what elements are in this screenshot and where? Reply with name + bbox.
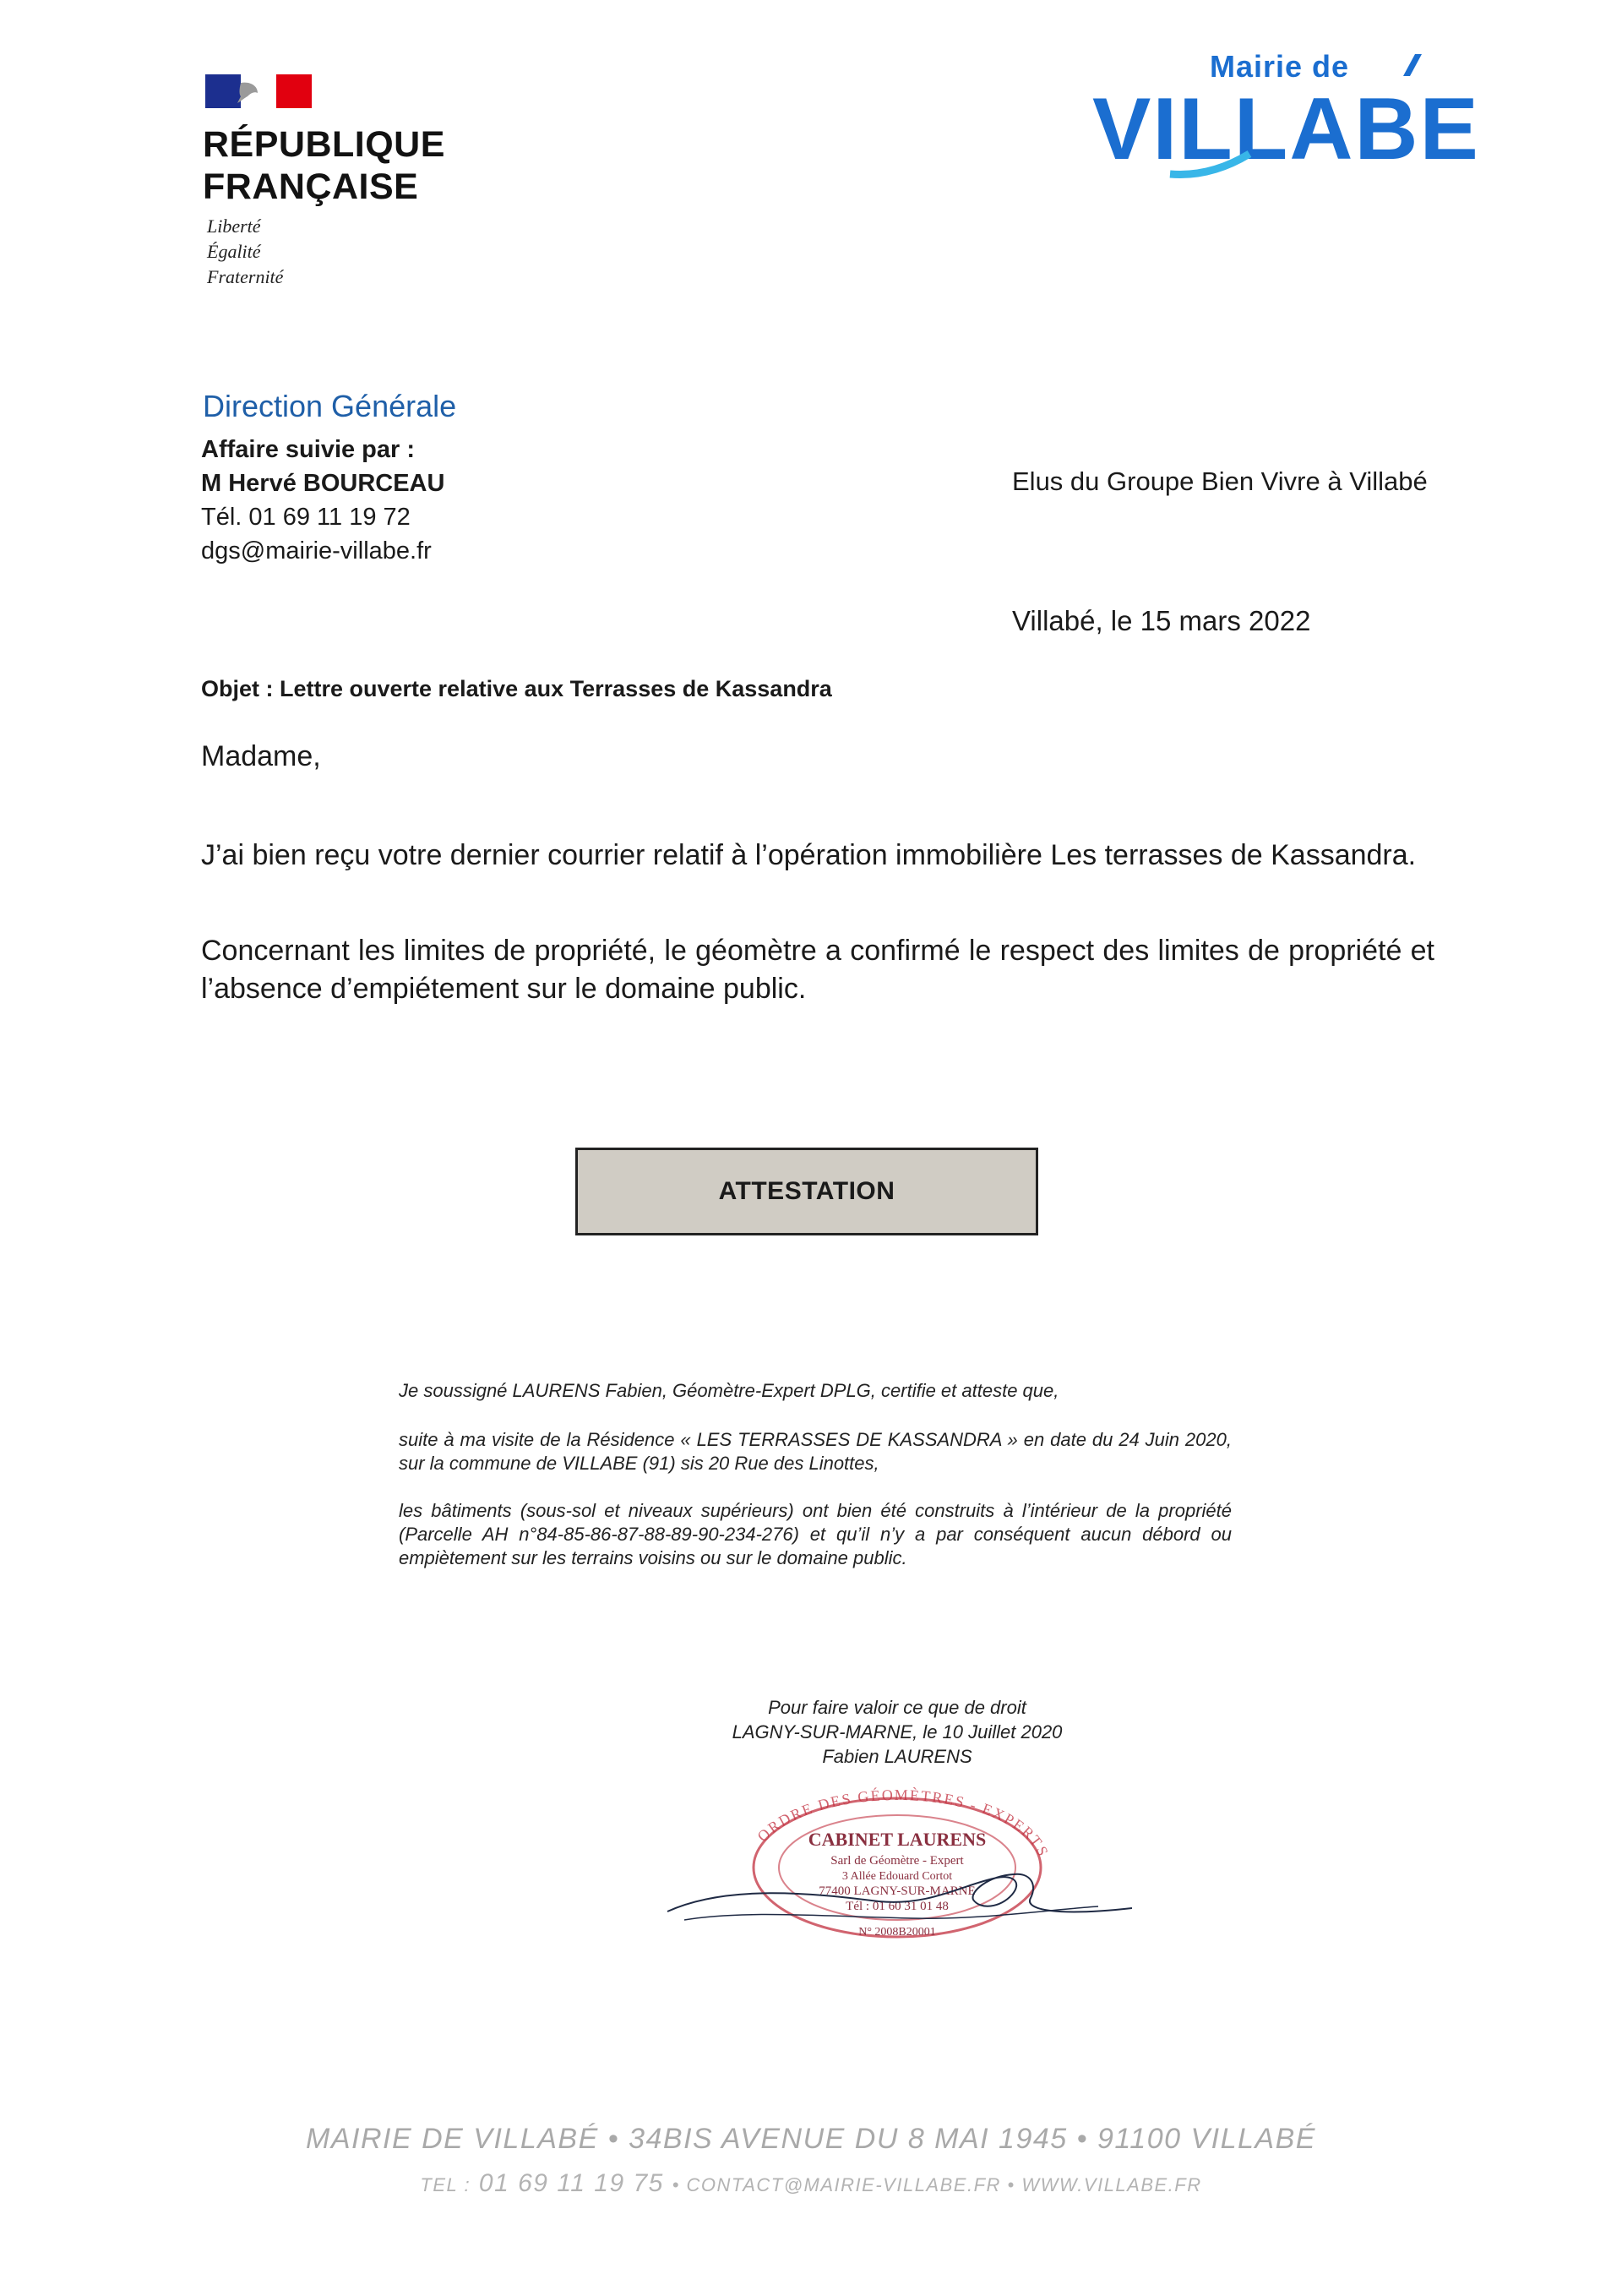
villabe-logo-text: VILLABE — [1092, 80, 1480, 178]
sender-email: dgs@mairie-villabe.fr — [201, 537, 432, 564]
stamp-line-1: CABINET LAURENS — [808, 1829, 987, 1850]
republique-flag-logo — [205, 74, 312, 108]
stamp-ring-text: ORDRE DES GÉOMÈTRES - EXPERTS — [754, 1786, 1053, 1860]
attestation-closing: Pour faire valoir ce que de droit LAGNY-SUR-MARNE, le 10 Juillet 2020 Fabien LAURENS — [732, 1697, 1063, 1767]
stamp-line-3: 3 Allée Edouard Cortot — [841, 1870, 953, 1883]
attestation-line-3: les bâtiments (sous-sol et niveaux supérieurs) ont bien été construits à l’intérieur de la propriété (Parcelle AH n°84-85-86-87-88-89-90-234-276) et qu’il n’y a par conséquent aucun débord ou empiètement sur les terrains voisins ou sur le domaine public. — [399, 1500, 1232, 1568]
attestation-line-2: suite à ma visite de la Résidence « LES TERRASSES DE KASSANDRA » en date du 24 Juin 2020, sur la commune de VILLABE (91) sis 20 Rue des Linottes, — [399, 1429, 1232, 1474]
logo-mairie-de: Mairie de — [1210, 49, 1350, 84]
attestation-line-1: Je soussigné LAURENS Fabien, Géomètre-Expert DPLG, certifie et atteste que, — [399, 1380, 1059, 1401]
sender-phone: Tél. 01 69 11 19 72 — [201, 504, 411, 531]
salutation: Madame, — [201, 740, 321, 772]
stamp-line-5: Tél : 01 60 31 01 48 — [846, 1900, 949, 1913]
attestation-title: ATTESTATION — [575, 1148, 1038, 1235]
villabe-logo — [1092, 80, 1480, 178]
followed-by-label: Affaire suivie par : — [201, 436, 416, 463]
footer-address: MAIRIE DE VILLABÉ • 34BIS AVENUE DU 8 MAI 1945 • 91100 VILLABÉ — [306, 2123, 1316, 2155]
letter-subject: Objet : Lettre ouverte relative aux Terrasses de Kassandra — [201, 676, 832, 701]
footer-tel: 01 69 11 19 75 — [478, 2169, 664, 2197]
department-title: Direction Générale — [203, 389, 457, 423]
sender-name: M Hervé BOURCEAU — [201, 470, 445, 497]
footer-tel-label: TEL : — [420, 2174, 471, 2195]
recipient: Elus du Groupe Bien Vivre à Villabé — [1012, 466, 1428, 496]
body-paragraph-1: J’ai bien reçu votre dernier courrier relatif à l’opération immobilière Les terrasses de Kassandra. — [201, 839, 1417, 871]
republique-francaise-title: RÉPUBLIQUE FRANÇAISE — [203, 124, 445, 207]
surveyor-stamp-and-signature — [659, 1783, 1132, 1952]
marianne-profile-icon — [229, 79, 263, 105]
stamp-line-2: Sarl de Géomètre - Expert — [830, 1854, 964, 1868]
logo-accent-slash-icon — [1390, 52, 1423, 78]
sender-block — [201, 433, 444, 568]
footer-contact — [0, 2169, 1622, 2198]
stamp-line-4: 77400 LAGNY-SUR-MARNE — [819, 1884, 976, 1898]
letter-date: Villabé, le 15 mars 2022 — [1012, 605, 1311, 636]
footer-contact-web: • CONTACT@MAIRIE-VILLABE.FR • WWW.VILLABE.FR — [672, 2174, 1202, 2195]
republique-motto: Liberté Égalité Fraternité — [207, 215, 284, 287]
body-paragraph-2: Concernant les limites de propriété, le géomètre a confirmé le respect des limites de propriété et l’absence d’empiétement sur le domaine public. — [201, 935, 1434, 1005]
stamp-line-6: N° 2008B20001 — [858, 1926, 936, 1939]
